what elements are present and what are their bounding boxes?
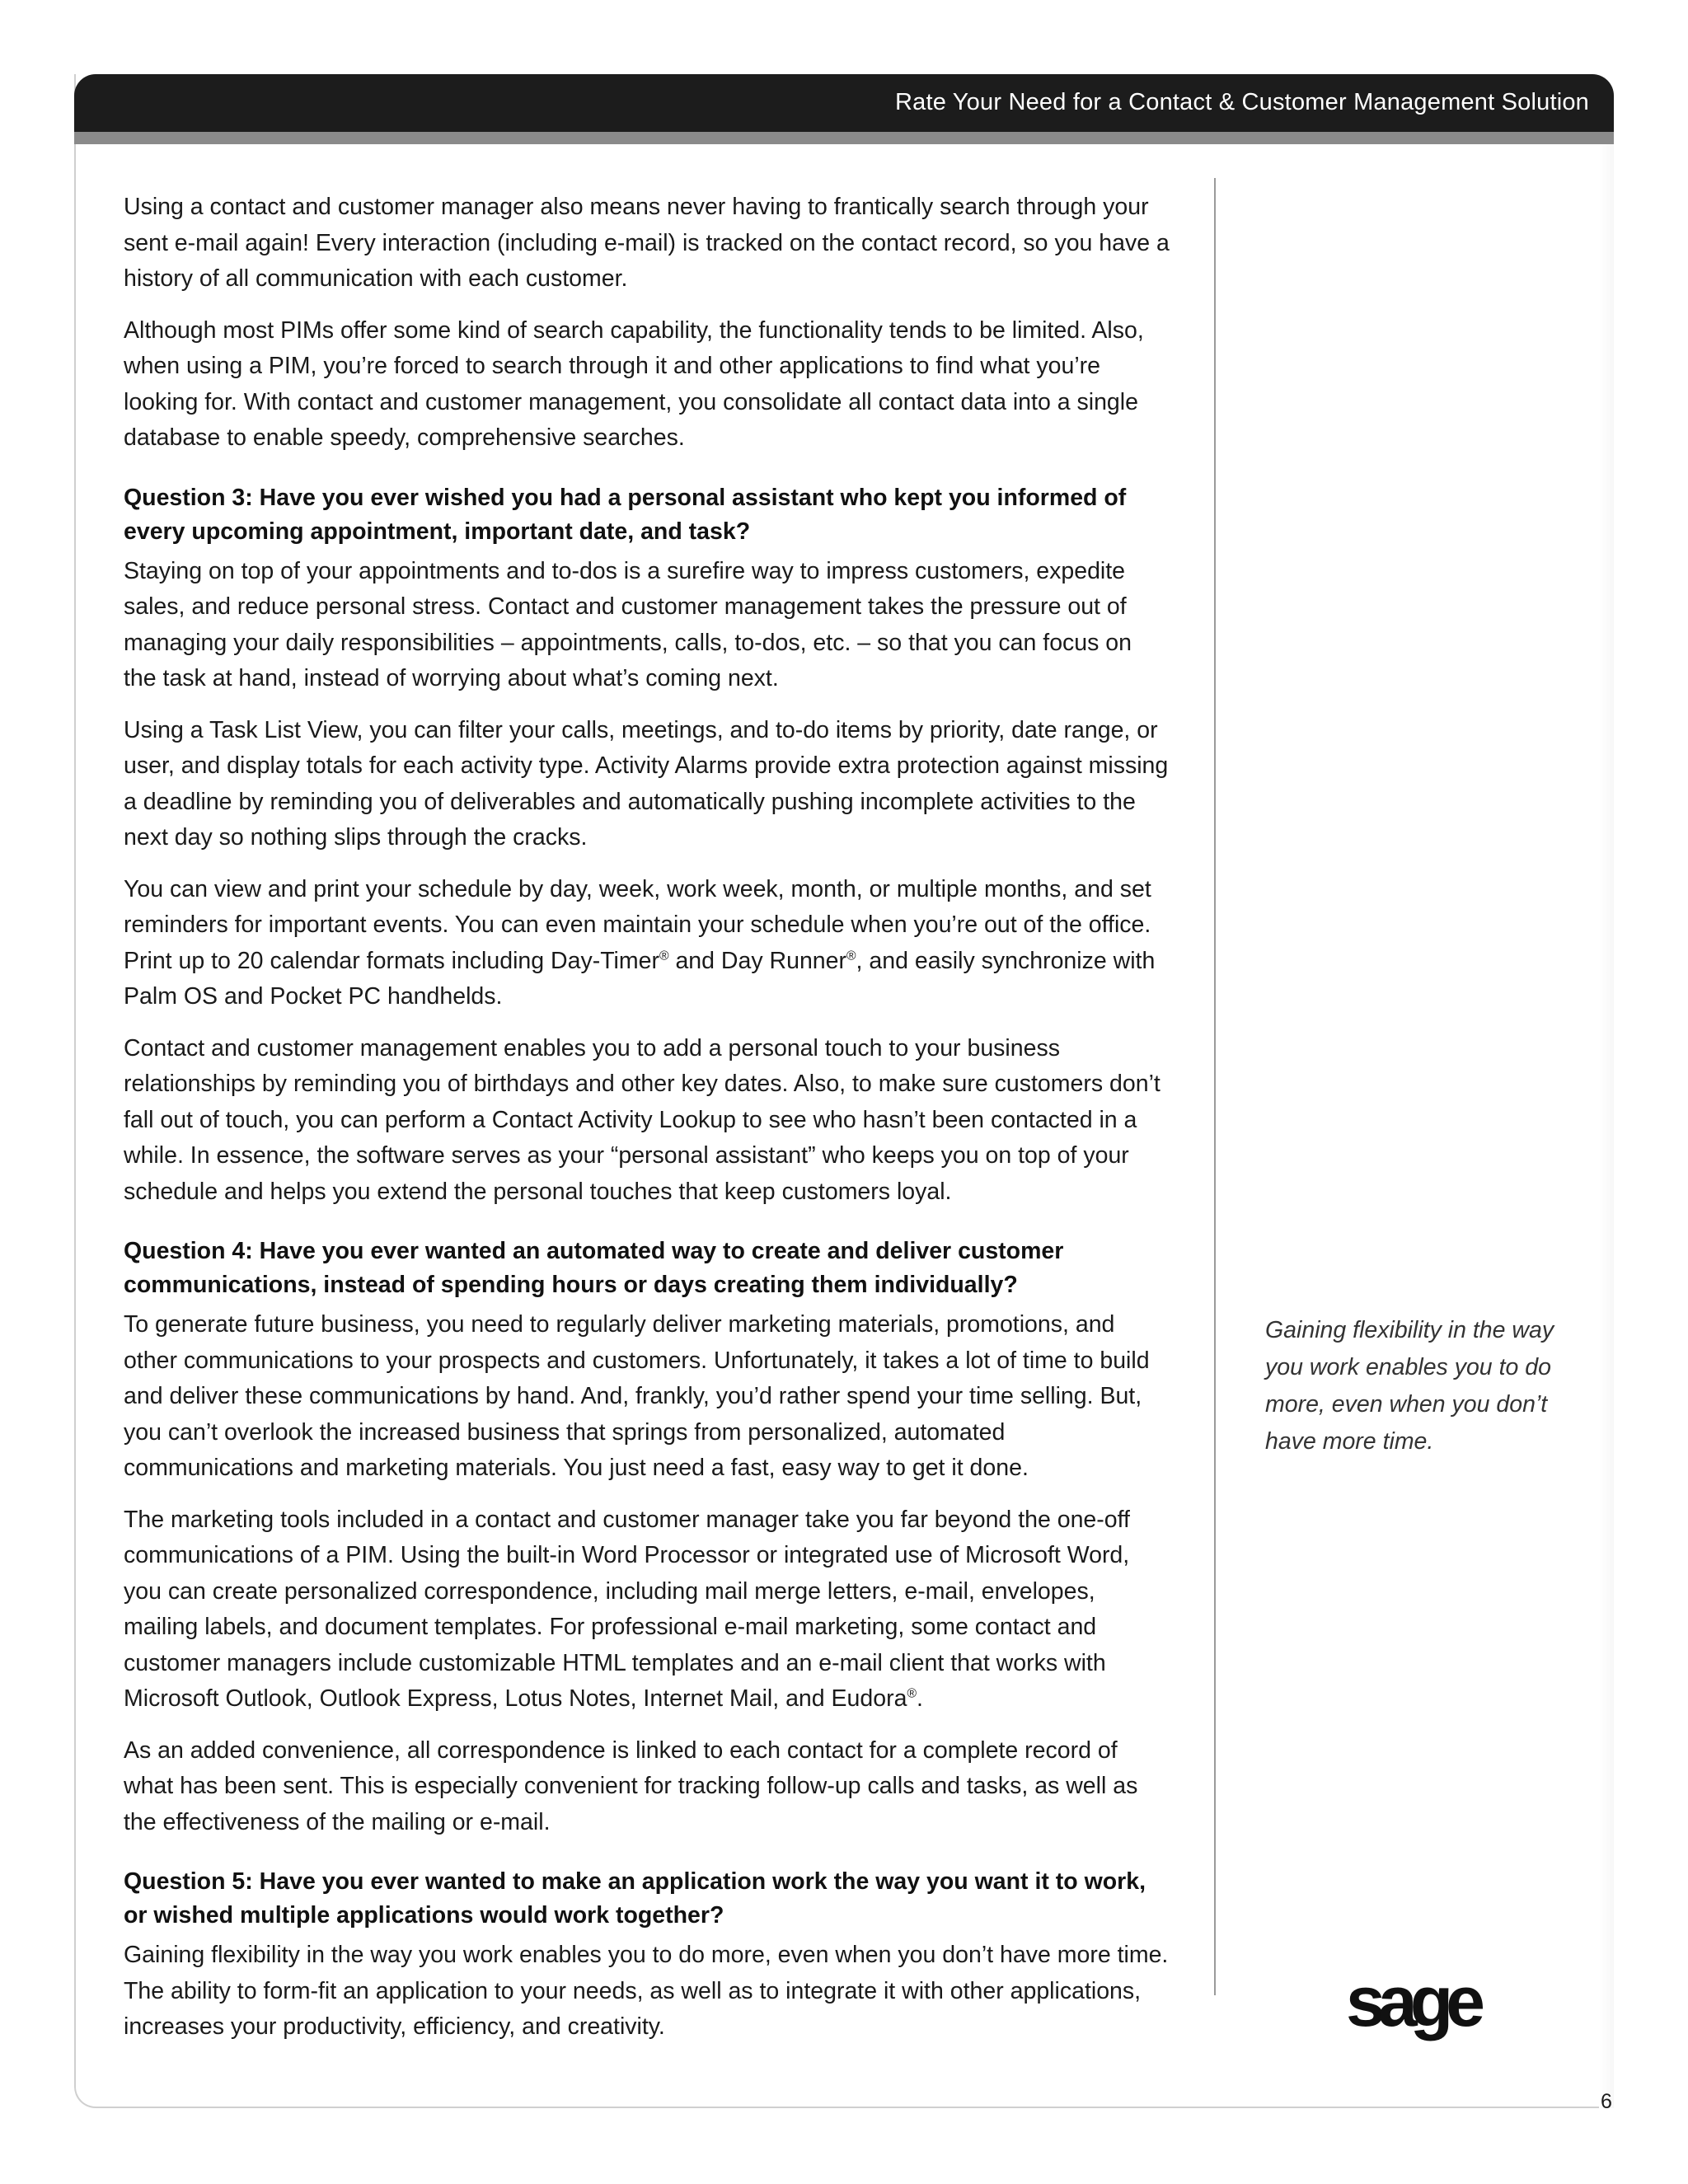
paragraph-flexibility: Gaining flexibility in the way you work enables you to do more, even when you don’t have more time. The ability to form-fit an application to your needs, as well as to integrate it with other applications, increases your productivity, efficiency, and creativity. [124, 1942, 1169, 2040]
paragraph-marketing-tools [124, 1502, 1170, 1718]
question-3-heading: Question 3: Have you ever wished you had a personal assistant who kept you informed of every upcoming appointment, important date, and task? [124, 484, 1127, 545]
schedule-text-b: and Day Runner [668, 947, 846, 974]
sage-logo-text: sage [1345, 1968, 1479, 2041]
main-column [124, 190, 1170, 2061]
page-number: 6 [1601, 2090, 1612, 2113]
sage-logo [1334, 1968, 1490, 2050]
paragraph-search-email: Using a contact and customer manager also means never having to frantically search through your sent e-mail again! Every interaction (including e-mail) is tracked on the contact record, so you have a history of all communication with each customer. [124, 194, 1170, 292]
header-stripe [74, 132, 1614, 144]
paragraph-personal-touch: Contact and customer management enables you to add a personal touch to your business relationships by reminding you of birthdays and other key dates. Also, to make sure customers don’t fall out of touch, you can perform a Contact Activity Lookup to see who hasn’t been contacted in a while. In essence, the software serves as your “personal assistant” who keeps you on top of your schedule and helps you extend the personal touches that keep customers loyal. [124, 1034, 1160, 1205]
paragraph-schedule [124, 872, 1170, 1015]
page-edge-shadow [1599, 144, 1614, 2108]
column-divider [1214, 178, 1216, 1995]
header-bar [74, 74, 1614, 132]
paragraph-correspondence: As an added convenience, all correspondence is linked to each contact for a complete record of what has been sent. This is especially convenient for tracking follow-up calls and tasks, as well as the effectiveness of the mailing or e-mail. [124, 1736, 1138, 1835]
schedule-text-c: , and easily synchronize with Palm OS and Pocket PC handhelds. [124, 947, 1156, 1010]
paragraph-appointments: Staying on top of your appointments and to-dos is a surefire way to impress customers, expedite sales, and reduce personal stress. Contact and customer management takes the pressure out of managing your daily responsibilities – appointments, calls, to-dos, etc. – so that you can focus on the task at hand, instead of worrying about what’s coming next. [124, 557, 1132, 691]
marketing-text-a: The marketing tools included in a contact and customer manager take you far beyond the one-off communications of a PIM. Using the built-in Word Processor or integrated use of Microsoft Word, you can create personalized correspondence, including mail merge letters, e-mail, envelopes, mailing labels, and document templates. For professional e-mail marketing, some contact and customer managers include customizable HTML templates and an e-mail client that works with Microsoft Outlook, Outlook Express, Lotus Notes, Internet Mail, and Eudora [124, 1506, 1130, 1712]
paragraph-pim-search: Although most PIMs offer some kind of search capability, the functionality tends to be limited. Also, when using a PIM, you’re forced to search through it and other applications to find what you’re looking for. With contact and customer management, you consolidate all contact data into a single database to enable speedy, comprehensive searches. [124, 316, 1144, 451]
paragraph-future-business: To generate future business, you need to regularly deliver marketing materials, promotions, and other communications to your prospects and customers. Unfortunately, it takes a lot of time to build and deliver these communications by hand. And, frankly, you’d rather spend your time selling. But, you can’t overlook the increased business that springs from personalized, automated communications and marketing materials. You just need a fast, easy way to get it done. [124, 1311, 1150, 1481]
question-4-heading: Question 4: Have you ever wanted an automated way to create and deliver customer communications, instead of spending hours or days creating them individually? [124, 1238, 1064, 1298]
pull-quote: Gaining flexibility in the way you work enables you to do more, even when you don’t have more time. [1265, 1317, 1554, 1455]
schedule-text-a: You can view and print your schedule by day, week, work week, month, or multiple months, and set reminders for important events. You can even maintain your schedule when you’re out of the office. Print up to 20 calendar formats including Day-Timer [124, 875, 1151, 974]
registered-mark: ® [846, 949, 856, 963]
registered-mark: ® [907, 1686, 917, 1701]
header-title: Rate Your Need for a Contact & Customer Management Solution [895, 89, 1589, 115]
paragraph-task-list: Using a Task List View, you can filter your calls, meetings, and to-do items by priority, date range, or user, and display totals for each activity type. Activity Alarms provide extra protection against missing a deadline by reminding you of deliverables and automatically pushing incomplete activities to the next day so nothing slips through the cracks. [124, 716, 1169, 851]
question-5-heading: Question 5: Have you ever wanted to make an application work the way you want it to work, or wished multiple applications would work together? [124, 1868, 1146, 1929]
marketing-text-b: . [917, 1685, 923, 1712]
registered-mark: ® [659, 949, 669, 963]
